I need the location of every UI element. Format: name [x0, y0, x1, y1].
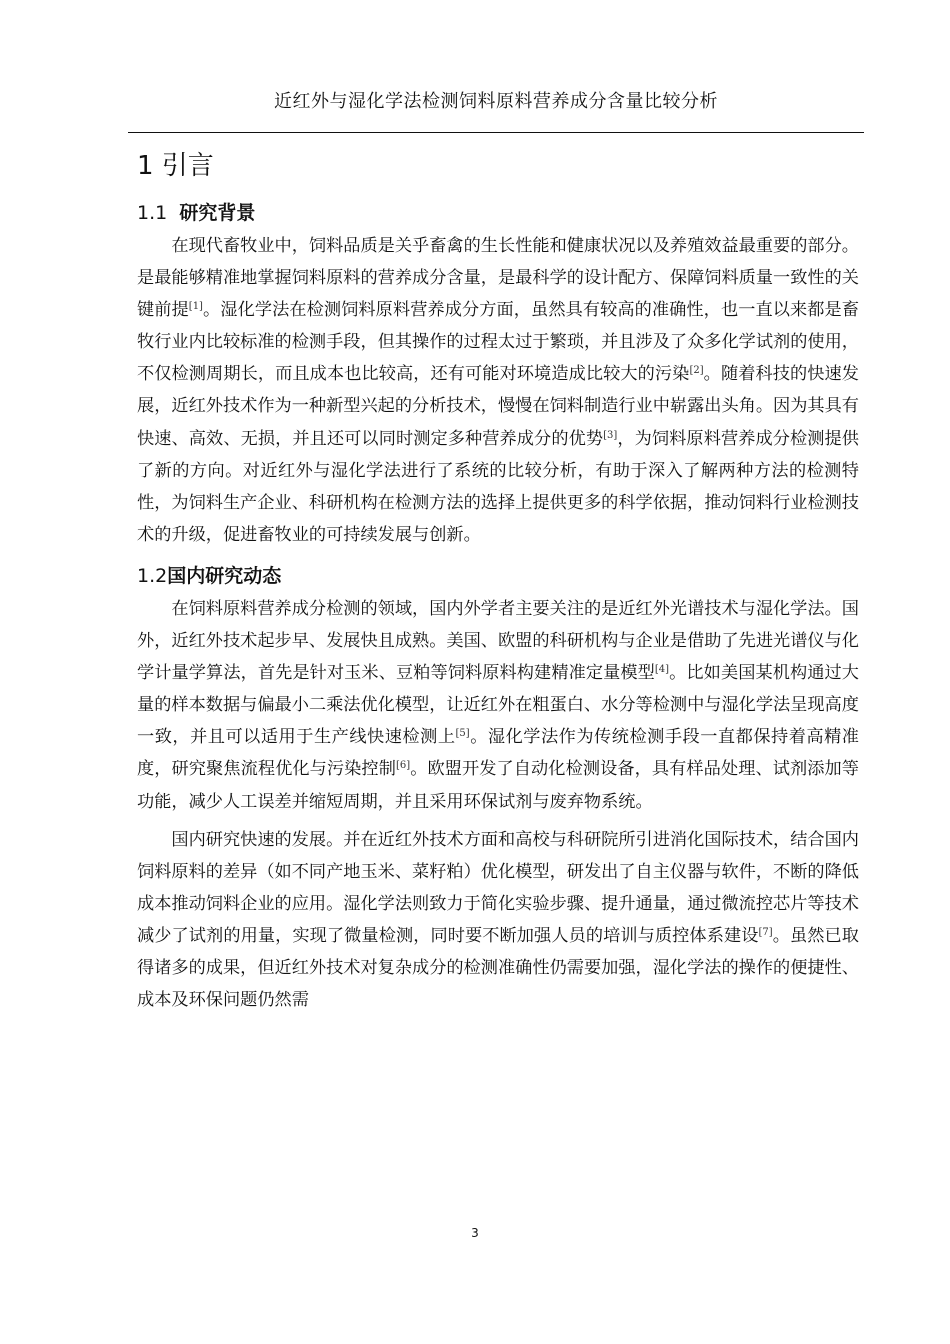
text-run: 。比如美国某机构通过大量的样本数据与偏最小二乘法优化模型，让近红外在粗蛋白、水分等检测中与湿化学法呈现高度一致，并且可以适用于生产线快速检测上	[137, 663, 859, 748]
citation-ref: [4]	[654, 664, 670, 676]
text-run: 。随着科技的快速发展，近红外技术作为一种新型兴起的分析技术，慢慢在饲料制造行业中崭露出头角。因为其具有快速、高效、无损，并且还可以同时测定多种营养成分的优势	[137, 364, 859, 449]
paragraph-domestic-research	[137, 824, 859, 1017]
citation-ref: [7]	[758, 926, 773, 938]
citation-ref: [1]	[188, 301, 203, 313]
text-run: 在现代畜牧业中，饲料品质是关乎畜禽的生长性能和健康状况以及养殖效益最重要的部分。是最能够精准地掌握饲料原料的营养成分含量，是最科学的设计配方、保障饲料质量一致性的关键前提	[137, 236, 859, 321]
text-run: 。欧盟开发了自动化检测设备，具有样品处理、试剂添加等功能，减少人工误差并缩短周期，并且采用环保试剂与废弃物系统。	[137, 759, 859, 812]
paragraph-foreign-research	[137, 593, 859, 818]
section-number: 1.2	[137, 564, 168, 587]
citation-ref: [2]	[689, 365, 704, 377]
citation-ref: [6]	[395, 760, 411, 772]
page-number: 3	[471, 1226, 479, 1240]
paragraph-background	[137, 230, 859, 551]
chapter-title: 1 引言	[137, 151, 214, 181]
text-run: ，为饲料原料营养成分检测提供了新的方向。对近红外与湿化学法进行了系统的比较分析，有助于深入了解两种方法的检测特性，为饲料生产企业、科研机构在检测方法的选择上提供更多的科学依据，推动饲料行业检测技术的升级，促进畜牧业的可持续发展与创新。	[137, 428, 859, 545]
text-run: 。虽然已取得诸多的成果，但近红外技术对复杂成分的检测准确性仍需要加强，湿化学法的操作的便捷性、成本及环保问题仍然需	[137, 925, 859, 1011]
section-title: 国内研究动态	[167, 564, 282, 587]
section-title: 研究背景	[179, 202, 256, 224]
running-header: 近红外与湿化学法检测饲料原料营养成分含量比较分析	[274, 91, 718, 112]
section-number: 1.1	[137, 202, 168, 224]
page-body	[137, 140, 859, 1016]
citation-ref: [3]	[603, 429, 618, 441]
section-heading-1-2	[137, 559, 859, 593]
header-rule	[128, 132, 864, 133]
text-run: 。湿化学法作为传统检测手段一直都保持着高精准度，研究聚焦流程优化与污染控制	[137, 727, 859, 780]
text-run: 。湿化学法在检测饲料原料营养成分方面，虽然具有较高的准确性，也一直以来都是畜牧行业内比较标准的检测手段，但其操作的过程太过于繁琐，并且涉及了众多化学试剂的使用，不仅检测周期长，而且成本也比较高，还有可能对环境造成比较大的污染	[137, 300, 859, 385]
citation-ref: [5]	[455, 728, 470, 740]
text-run: 国内研究快速的发展。并在近红外技术方面和高校与科研院所引进消化国际技术，结合国内饲料原料的差异（如不同产地玉米、菜籽粕）优化模型，研发出了自主仪器与软件，不断的降低成本推动饲料企业的应用。湿化学法则致力于简化实验步骤、提升通量，通过微流控芯片等技术减少了试剂的用量，实现了微量检测，同时要不断加强人员的培训与质控体系建设	[137, 829, 859, 946]
section-heading-1-1	[137, 196, 859, 230]
text-run: 在饲料原料营养成分检测的领域，国内外学者主要关注的是近红外光谱技术与湿化学法。国外，近红外技术起步早、发展快且成熟。美国、欧盟的科研机构与企业是借助了先进光谱仪与化学计量学算法，首先是针对玉米、豆粕等饲料原料构建精准定量模型	[137, 598, 859, 684]
